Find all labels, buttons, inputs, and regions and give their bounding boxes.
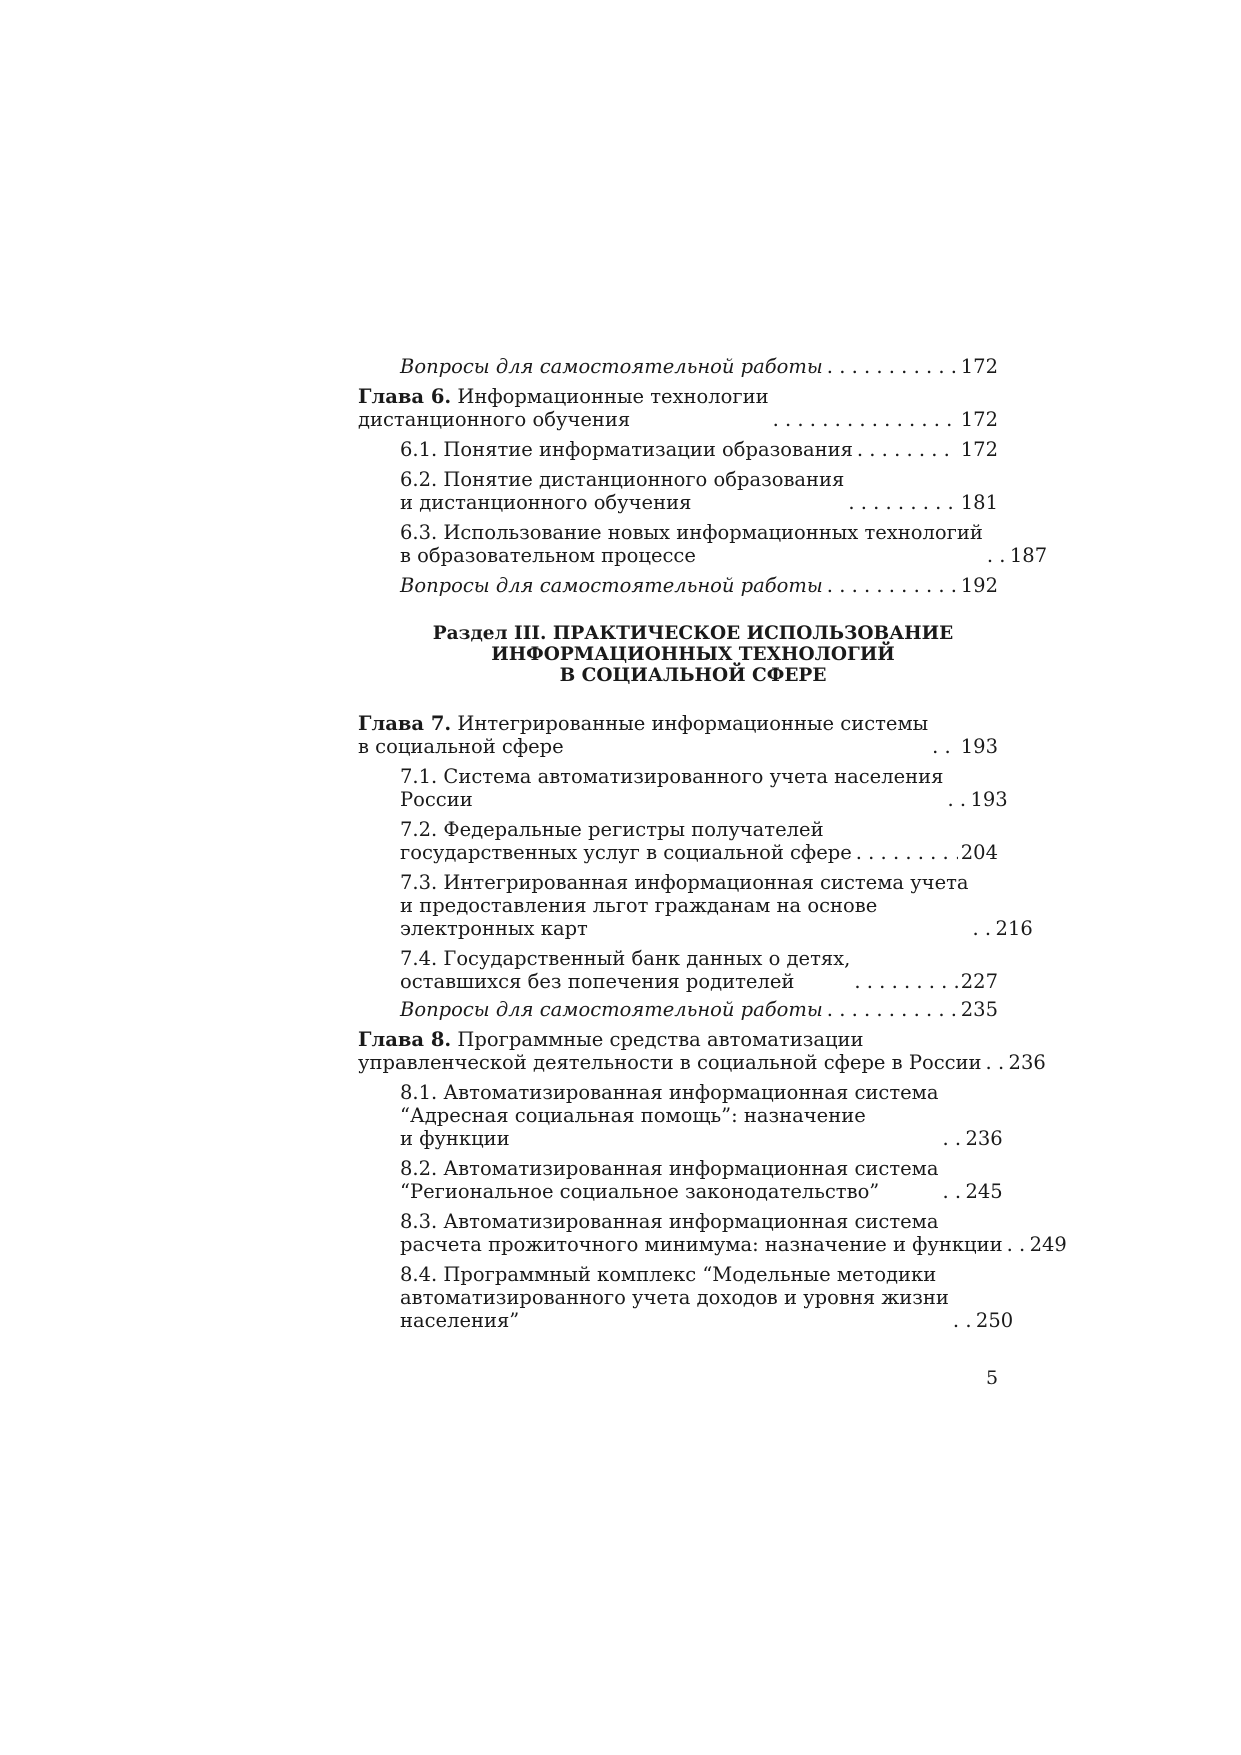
leader-dots: [973, 917, 993, 940]
leader-dots: [848, 491, 957, 514]
toc-entry-title-cont: в социальной сфере: [358, 735, 564, 758]
leader-dots: [947, 788, 967, 811]
toc-section-8-1: [358, 1081, 1003, 1150]
toc-entry-title-cont: государственных услуг в социальной сфере: [400, 841, 852, 864]
leader-dots: [827, 998, 958, 1021]
toc-entry-title: 8.1. Автоматизированная информационная система: [400, 1081, 939, 1104]
toc-entry-title-cont: населения”: [400, 1309, 520, 1332]
toc-entry-title-cont: “Региональное социальное законодательство”: [400, 1180, 880, 1203]
toc-entry-title-cont: “Адресная социальная помощь”: назначение: [400, 1104, 866, 1127]
toc-section-8-4: [358, 1263, 1014, 1332]
toc-entry-title-cont: дистанционного обучения: [358, 408, 631, 431]
toc-section-7-1: [358, 765, 1008, 811]
leader-dots: [827, 574, 958, 597]
toc-section-6-1: [358, 438, 998, 461]
page-number: 172: [960, 355, 998, 378]
toc-entry-title-cont: оставшихся без попечения родителей: [400, 970, 795, 993]
toc-chapter-8: [358, 1028, 1046, 1074]
page-number: 204: [960, 841, 998, 864]
leader-dots: [953, 1309, 973, 1332]
leader-dots: [773, 408, 958, 431]
toc-chapter-6: [358, 385, 998, 431]
chapter-label: Глава 8.: [358, 1028, 452, 1051]
toc-entry-title: Вопросы для самостоятельной работы: [400, 355, 823, 378]
toc-section-7-3: [358, 871, 1033, 940]
page-number: 193: [970, 788, 1008, 811]
page-number: 193: [960, 735, 998, 758]
toc-entry-title: Вопросы для самостоятельной работы: [400, 574, 823, 597]
part-heading-line: В СОЦИАЛЬНОЙ СФЕРЕ: [559, 665, 827, 686]
page-folio-number: 5: [986, 1367, 999, 1389]
toc-entry-title: 7.4. Государственный банк данных о детях,: [400, 947, 851, 970]
page-number: 172: [960, 438, 998, 461]
toc-entry-title: 6.3. Использование новых информационных технологий: [400, 521, 983, 544]
page-number: 250: [975, 1309, 1014, 1332]
toc-section-8-3: [358, 1210, 1067, 1256]
table-of-contents: [358, 355, 1067, 1339]
toc-questions-ch5: [358, 355, 998, 378]
part-3-heading: [358, 623, 998, 686]
page-number: 181: [960, 491, 998, 514]
chapter-label: Глава 7.: [358, 712, 452, 735]
page-number: 249: [1029, 1233, 1067, 1256]
toc-entry-title-cont: автоматизированного учета доходов и уровня жизни: [400, 1286, 949, 1309]
toc-entry-title-cont: расчета прожиточного минимума: назначение и функции: [400, 1233, 1003, 1256]
leader-dots: [856, 841, 958, 864]
toc-entry-title: 7.3. Интегрированная информационная система учета: [400, 871, 969, 894]
leader-dots: [854, 970, 957, 993]
toc-section-8-2: [358, 1157, 1003, 1203]
toc-section-7-4: [358, 947, 998, 993]
toc-entry-title-cont: и дистанционного обучения: [400, 491, 692, 514]
leader-dots: [932, 735, 958, 758]
toc-entry-title: Вопросы для самостоятельной работы: [400, 998, 823, 1021]
leader-dots: [827, 355, 958, 378]
toc-entry-title: 8.3. Автоматизированная информационная система: [400, 1210, 939, 1233]
page-number: 172: [960, 408, 998, 431]
toc-entry-title-cont: и функции: [400, 1127, 510, 1150]
toc-entry-title-cont: электронных карт: [400, 917, 588, 940]
toc-entry-title: 8.2. Автоматизированная информационная система: [400, 1157, 939, 1180]
toc-entry-title: Интегрированные информационные системы: [451, 712, 929, 735]
leader-dots: [986, 1051, 1006, 1074]
toc-entry-title: 6.2. Понятие дистанционного образования: [400, 468, 845, 491]
toc-entry-title: 7.1. Система автоматизированного учета населения: [400, 765, 944, 788]
page-number: 236: [1008, 1051, 1046, 1074]
page-number: 187: [1009, 544, 1048, 567]
page-number: 227: [960, 970, 998, 993]
toc-entry-title-cont: в образовательном процессе: [400, 544, 696, 567]
page-number: 192: [960, 574, 998, 597]
toc-section-6-3: [358, 521, 1048, 567]
toc-chapter-7: [358, 712, 998, 758]
toc-entry-title-cont: управленческой деятельности в социальной сфере в России: [358, 1051, 982, 1074]
page-number: 245: [965, 1180, 1003, 1203]
toc-section-6-2: [358, 468, 998, 514]
toc-entry-title: Программные средства автоматизации: [451, 1028, 864, 1051]
leader-dots: [1007, 1233, 1027, 1256]
toc-questions-ch6: [358, 574, 998, 597]
chapter-label: Глава 6.: [358, 385, 452, 408]
toc-entry-title: 6.1. Понятие информатизации образования: [400, 438, 853, 461]
part-heading-line: Раздел III. ПРАКТИЧЕСКОЕ ИСПОЛЬЗОВАНИЕ: [432, 623, 954, 644]
page-number: 235: [960, 998, 998, 1021]
toc-entry-title-cont: России: [400, 788, 473, 811]
page-number: 216: [995, 917, 1033, 940]
toc-entry-title: Информационные технологии: [451, 385, 769, 408]
leader-dots: [987, 544, 1007, 567]
leader-dots: [942, 1127, 962, 1150]
toc-questions-ch7: [358, 998, 998, 1021]
toc-section-7-2: [358, 818, 998, 864]
toc-entry-title: 7.2. Федеральные регистры получателей: [400, 818, 824, 841]
toc-entry-title-cont: и предоставления льгот гражданам на основе: [400, 894, 878, 917]
leader-dots: [857, 438, 958, 461]
toc-entry-title: 8.4. Программный комплекс “Модельные методики: [400, 1263, 937, 1286]
leader-dots: [942, 1180, 962, 1203]
part-heading-line: ИНФОРМАЦИОННЫХ ТЕХНОЛОГИЙ: [491, 644, 895, 665]
page-number: 236: [965, 1127, 1003, 1150]
